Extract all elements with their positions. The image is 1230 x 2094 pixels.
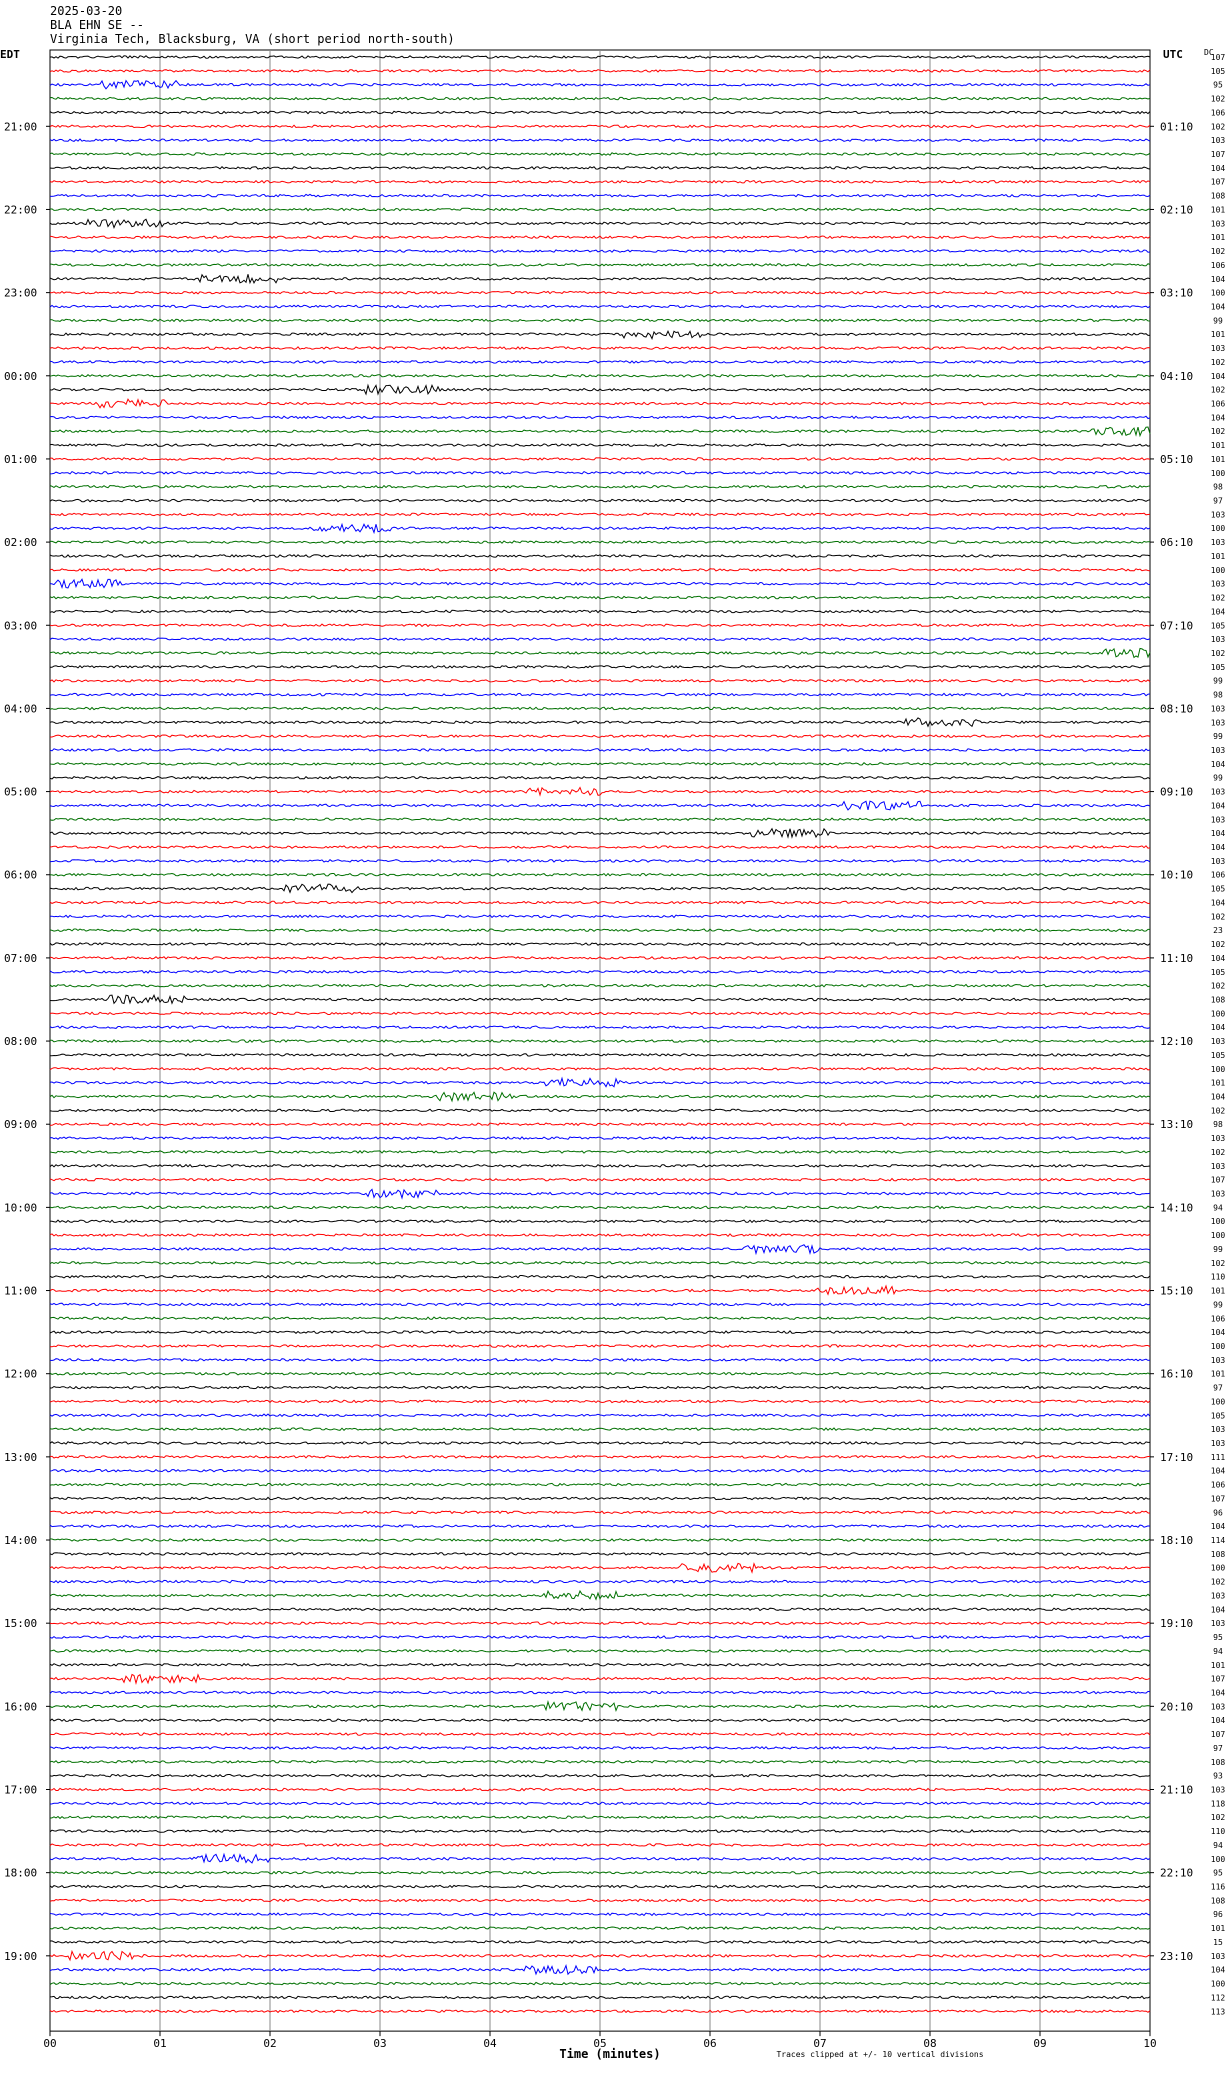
dc-offset-label: 103	[1210, 635, 1226, 645]
dc-offset-label: 107	[1210, 1175, 1226, 1185]
utc-time-label: 05:10	[1160, 452, 1194, 466]
dc-offset-label: 103	[1210, 856, 1226, 866]
dc-offset-label: 103	[1210, 1134, 1226, 1144]
dc-offset-label: 101	[1210, 1924, 1226, 1934]
dc-offset-label: 15	[1213, 1937, 1223, 1947]
dc-offset-label: 100	[1210, 1064, 1226, 1074]
dc-offset-label: 95	[1213, 80, 1223, 90]
x-tick-label: 01	[153, 2037, 167, 2051]
dc-offset-label: 103	[1210, 746, 1226, 755]
dc-offset-label: 99	[1213, 773, 1223, 783]
dc-offset-label: 100	[1210, 1854, 1226, 1864]
dc-offset-label: 108	[1210, 995, 1226, 1005]
dc-offset-label: 107	[1210, 1674, 1226, 1684]
dc-offset-label: 102	[1210, 593, 1226, 603]
utc-time-label: 15:10	[1160, 1284, 1194, 1298]
dc-offset-label: 102	[1210, 1258, 1226, 1268]
dc-offset-label: 102	[1210, 1147, 1226, 1157]
dc-offset-label: 100	[1210, 565, 1226, 575]
dc-offset-label: 99	[1213, 1244, 1223, 1254]
dc-offset-label: 104	[1210, 953, 1226, 963]
dc-offset-label: 103	[1210, 136, 1226, 146]
edt-time-label: 09:00	[4, 1118, 38, 1132]
x-tick-label: 09	[1033, 2037, 1047, 2051]
utc-time-label: 13:10	[1160, 1118, 1194, 1132]
utc-time-label: 01:10	[1160, 120, 1194, 134]
dc-offset-label: 114	[1210, 1536, 1226, 1546]
utc-time-label: 18:10	[1160, 1534, 1194, 1548]
dc-offset-label: 103	[1210, 579, 1226, 589]
utc-time-label: 16:10	[1160, 1367, 1194, 1381]
dc-offset-label: 104	[1210, 898, 1226, 908]
dc-offset-label: 101	[1210, 233, 1226, 243]
edt-time-label: 14:00	[4, 1534, 38, 1548]
dc-offset-label: 108	[1210, 1896, 1226, 1906]
dc-offset-label: 101	[1210, 454, 1226, 464]
dc-offset-label: 107	[1210, 150, 1226, 160]
dc-offset-label: 108	[1210, 1549, 1226, 1559]
dc-offset-label: 104	[1210, 1328, 1226, 1338]
dc-offset-label: 94	[1213, 1203, 1223, 1213]
dc-offset-label: 103	[1210, 1702, 1226, 1712]
dc-offset-label: 103	[1210, 1355, 1226, 1365]
dc-offset-label: 104	[1210, 413, 1226, 423]
utc-time-label: 04:10	[1160, 369, 1194, 383]
dc-offset-label: 104	[1210, 607, 1226, 617]
edt-time-label: 01:00	[4, 452, 38, 466]
dc-offset-label: 103	[1210, 1785, 1226, 1795]
dc-offset-label: 102	[1210, 1106, 1226, 1116]
x-tick-label: 10	[1143, 2037, 1157, 2051]
edt-time-label: 16:00	[4, 1700, 38, 1714]
dc-offset-label: 101	[1210, 1660, 1226, 1670]
dc-offset-label: 100	[1210, 1979, 1226, 1989]
utc-time-label: 23:10	[1160, 1949, 1194, 1963]
dc-offset-label: 100	[1210, 1009, 1226, 1019]
edt-time-label: 12:00	[4, 1367, 38, 1381]
dc-offset-label: 103	[1210, 1439, 1226, 1448]
edt-time-label: 17:00	[4, 1783, 38, 1797]
dc-column-label: DC	[1204, 48, 1214, 57]
dc-offset-label: 93	[1213, 1771, 1223, 1781]
utc-time-label: 07:10	[1160, 619, 1194, 633]
edt-time-label: 06:00	[4, 868, 38, 882]
dc-offset-label: 104	[1210, 371, 1226, 381]
dc-offset-label: 105	[1210, 1050, 1226, 1060]
dc-offset-label: 105	[1210, 621, 1226, 631]
dc-offset-label: 107	[1210, 1494, 1226, 1504]
edt-time-label: 04:00	[4, 702, 38, 716]
utc-time-label: 22:10	[1160, 1866, 1194, 1880]
dc-offset-label: 105	[1210, 66, 1226, 76]
dc-offset-label: 96	[1213, 1910, 1223, 1920]
dc-offset-label: 102	[1210, 427, 1226, 437]
clip-note: Traces clipped at +/- 10 vertical divisions	[776, 2050, 984, 2060]
dc-offset-label: 103	[1210, 1189, 1226, 1199]
dc-offset-label: 99	[1213, 316, 1223, 326]
dc-offset-label: 98	[1213, 482, 1223, 492]
dc-offset-label: 98	[1213, 690, 1223, 700]
edt-time-label: 13:00	[4, 1450, 38, 1464]
utc-time-label: 12:10	[1160, 1035, 1194, 1049]
dc-offset-label: 105	[1210, 967, 1226, 977]
dc-offset-label: 103	[1210, 815, 1226, 825]
dc-offset-label: 103	[1210, 1951, 1226, 1961]
dc-offset-label: 113	[1210, 2007, 1226, 2017]
dc-offset-label: 104	[1210, 801, 1226, 811]
dc-offset-label: 104	[1210, 1466, 1226, 1476]
dc-offset-label: 104	[1210, 829, 1226, 839]
dc-offset-label: 97	[1213, 1743, 1223, 1753]
dc-offset-label: 102	[1210, 247, 1226, 257]
utc-time-label: 08:10	[1160, 702, 1194, 716]
dc-offset-label: 103	[1210, 219, 1226, 229]
dc-offset-label: 94	[1213, 1840, 1223, 1850]
edt-time-label: 10:00	[4, 1201, 38, 1215]
dc-offset-label: 105	[1210, 884, 1226, 894]
header-location: Virginia Tech, Blacksburg, VA (short period north-south)	[50, 32, 455, 46]
x-tick-label: 06	[703, 2037, 717, 2051]
dc-offset-label: 106	[1210, 1480, 1226, 1490]
header-date: 2025-03-20	[50, 4, 123, 18]
dc-offset-label: 101	[1210, 1078, 1226, 1088]
dc-offset-label: 104	[1210, 1688, 1226, 1698]
dc-offset-label: 103	[1210, 718, 1226, 728]
dc-offset-label: 100	[1210, 468, 1226, 478]
dc-offset-label: 98	[1213, 1120, 1223, 1130]
dc-offset-label: 102	[1210, 981, 1226, 991]
dc-offset-label: 107	[1210, 177, 1226, 187]
edt-time-label: 19:00	[4, 1949, 38, 1963]
dc-offset-label: 101	[1210, 551, 1226, 561]
dc-offset-label: 100	[1210, 1563, 1226, 1573]
dc-offset-label: 103	[1210, 510, 1226, 520]
edt-time-label: 23:00	[4, 286, 38, 300]
dc-offset-label: 100	[1210, 1397, 1226, 1407]
dc-offset-label: 100	[1210, 1341, 1226, 1351]
dc-offset-label: 111	[1210, 1452, 1226, 1462]
header-station: BLA EHN SE --	[50, 18, 144, 32]
x-tick-label: 07	[813, 2037, 827, 2051]
dc-offset-label: 103	[1210, 538, 1226, 548]
dc-offset-label: 104	[1210, 759, 1226, 769]
edt-time-label: 07:00	[4, 951, 38, 965]
dc-offset-label: 104	[1210, 163, 1226, 173]
dc-offset-label: 100	[1210, 288, 1226, 298]
utc-time-label: 19:10	[1160, 1617, 1194, 1631]
edt-time-label: 22:00	[4, 203, 38, 217]
dc-offset-label: 95	[1213, 1868, 1223, 1878]
dc-offset-label: 118	[1210, 1799, 1226, 1809]
utc-time-label: 20:10	[1160, 1700, 1194, 1714]
dc-offset-label: 102	[1210, 94, 1226, 104]
dc-offset-label: 110	[1210, 1827, 1226, 1837]
dc-offset-label: 102	[1210, 912, 1226, 922]
dc-offset-label: 103	[1210, 1425, 1226, 1435]
dc-offset-label: 110	[1210, 1272, 1226, 1282]
dc-offset-label: 100	[1210, 1217, 1226, 1227]
x-tick-label: 00	[43, 2037, 57, 2051]
dc-offset-label: 102	[1210, 122, 1226, 132]
utc-time-label: 11:10	[1160, 951, 1194, 965]
dc-offset-label: 104	[1210, 1716, 1226, 1726]
x-tick-label: 08	[923, 2037, 937, 2051]
dc-offset-label: 97	[1213, 496, 1223, 506]
utc-time-label: 21:10	[1160, 1783, 1194, 1797]
utc-time-label: 09:10	[1160, 785, 1194, 799]
dc-offset-label: 101	[1210, 205, 1226, 215]
utc-time-label: 10:10	[1160, 868, 1194, 882]
dc-offset-label: 104	[1210, 1023, 1226, 1033]
dc-offset-label: 99	[1213, 732, 1223, 742]
edt-time-label: 11:00	[4, 1284, 38, 1298]
dc-offset-label: 106	[1210, 1314, 1226, 1324]
dc-offset-label: 23	[1213, 926, 1223, 936]
utc-time-label: 14:10	[1160, 1201, 1194, 1215]
dc-offset-label: 105	[1210, 1411, 1226, 1421]
edt-time-label: 02:00	[4, 536, 38, 550]
dc-offset-label: 102	[1210, 1813, 1226, 1823]
dc-offset-label: 97	[1213, 1383, 1223, 1393]
edt-time-label: 15:00	[4, 1617, 38, 1631]
dc-offset-label: 107	[1210, 53, 1226, 62]
dc-offset-label: 101	[1210, 1369, 1226, 1379]
edt-time-label: 08:00	[4, 1035, 38, 1049]
dc-offset-label: 103	[1210, 1619, 1226, 1629]
edt-axis-label: EDT	[0, 48, 20, 61]
dc-offset-label: 106	[1210, 260, 1226, 270]
dc-offset-label: 102	[1210, 940, 1226, 950]
dc-offset-label: 103	[1210, 1591, 1226, 1601]
dc-offset-label: 106	[1210, 870, 1226, 880]
dc-offset-label: 104	[1210, 274, 1226, 284]
edt-time-label: 00:00	[4, 369, 38, 383]
dc-offset-label: 102	[1210, 1577, 1226, 1587]
dc-offset-label: 106	[1210, 399, 1226, 409]
utc-time-label: 06:10	[1160, 536, 1194, 550]
dc-offset-label: 99	[1213, 676, 1223, 686]
dc-offset-label: 116	[1210, 1882, 1226, 1892]
utc-time-label: 17:10	[1160, 1450, 1194, 1464]
dc-offset-label: 101	[1210, 330, 1226, 340]
dc-offset-label: 104	[1210, 1965, 1226, 1975]
dc-offset-label: 104	[1210, 1092, 1226, 1102]
dc-offset-label: 108	[1210, 191, 1226, 201]
dc-offset-label: 104	[1210, 1605, 1226, 1615]
x-tick-label: 03	[373, 2037, 387, 2051]
dc-offset-label: 103	[1210, 1161, 1226, 1171]
dc-offset-label: 104	[1210, 843, 1226, 853]
dc-offset-label: 106	[1210, 108, 1226, 118]
dc-offset-label: 103	[1210, 704, 1226, 714]
dc-offset-label: 105	[1210, 662, 1226, 672]
utc-time-label: 02:10	[1160, 203, 1194, 217]
dc-offset-label: 103	[1210, 344, 1226, 354]
utc-time-label: 03:10	[1160, 286, 1194, 300]
dc-offset-label: 99	[1213, 1300, 1223, 1310]
edt-time-label: 18:00	[4, 1866, 38, 1880]
dc-offset-label: 94	[1213, 1646, 1223, 1656]
edt-time-label: 03:00	[4, 619, 38, 633]
dc-offset-label: 107	[1210, 1730, 1226, 1740]
dc-offset-label: 112	[1210, 1993, 1226, 2003]
dc-offset-label: 102	[1210, 648, 1226, 658]
dc-offset-label: 103	[1210, 787, 1226, 797]
utc-axis-label: UTC	[1163, 48, 1183, 61]
dc-offset-label: 100	[1210, 1231, 1226, 1241]
dc-offset-label: 100	[1210, 524, 1226, 534]
dc-offset-label: 102	[1210, 385, 1226, 395]
dc-offset-label: 103	[1210, 1037, 1226, 1047]
dc-offset-label: 96	[1213, 1508, 1223, 1518]
x-tick-label: 02	[263, 2037, 277, 2051]
edt-time-label: 05:00	[4, 785, 38, 799]
dc-offset-label: 108	[1210, 1757, 1226, 1767]
dc-offset-label: 102	[1210, 357, 1226, 367]
dc-offset-label: 101	[1210, 441, 1226, 451]
dc-offset-label: 101	[1210, 1286, 1226, 1296]
x-axis-label: Time (minutes)	[559, 2047, 661, 2062]
x-tick-label: 04	[483, 2037, 497, 2051]
dc-offset-label: 104	[1210, 302, 1226, 312]
dc-offset-label: 95	[1213, 1633, 1223, 1643]
dc-offset-label: 104	[1210, 1522, 1226, 1532]
edt-time-label: 21:00	[4, 120, 38, 134]
x-tick-label: 05	[593, 2037, 607, 2051]
